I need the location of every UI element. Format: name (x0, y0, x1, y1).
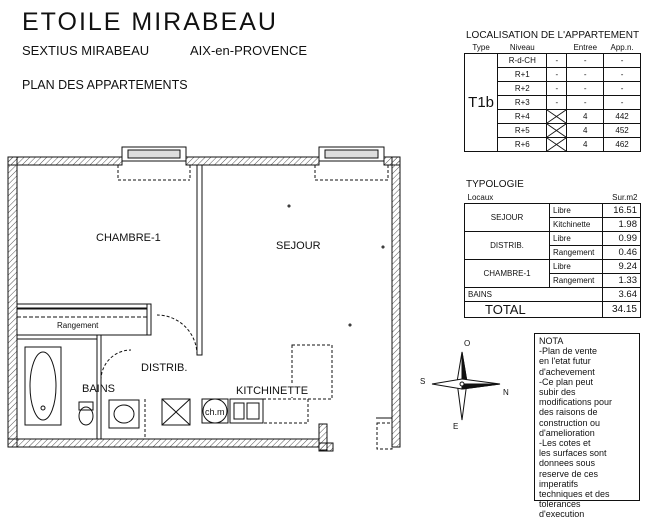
loc-flag: - (547, 96, 567, 110)
loc-app: 452 (604, 124, 641, 138)
loc-app: 442 (604, 110, 641, 124)
typo-sub-label: Kitchinette (550, 218, 603, 232)
loc-niveau: R+1 (498, 68, 547, 82)
typo-total-label: TOTAL (465, 302, 603, 318)
label-kitchinette: KITCHINETTE (236, 385, 309, 397)
label-bains: BAINS (82, 383, 116, 395)
typo-total-value: 34.15 (603, 302, 641, 318)
typo-value: 0.99 (603, 232, 641, 246)
note-box (534, 333, 640, 520)
loc-app: - (604, 82, 641, 96)
loc-niveau: R+2 (498, 82, 547, 96)
typo-room-sejour: SEJOUR (465, 204, 550, 232)
loc-entree: 4 (567, 124, 604, 138)
typo-value: 1.98 (603, 218, 641, 232)
loc-app: - (604, 96, 641, 110)
plan-heading: PLAN DES APPARTEMENTS (22, 78, 188, 92)
compass-e: E (453, 422, 459, 431)
compass-n: N (503, 388, 509, 397)
typo-header-surface: Sur.m2 (603, 192, 641, 204)
loc-niveau: R+5 (498, 124, 547, 138)
loc-entree: 4 (567, 138, 604, 152)
typo-value: 9.24 (603, 260, 641, 274)
typo-value: 3.64 (603, 288, 641, 302)
typo-sub-label: Rangement (550, 274, 603, 288)
project-subtitle-left: SEXTIUS MIRABEAU (22, 43, 150, 58)
typologie-title: TYPOLOGIE (466, 179, 524, 190)
loc-app: - (604, 54, 641, 68)
localisation-title: LOCALISATION DE L'APPARTEMENT (466, 30, 640, 41)
typo-value: 16.51 (603, 204, 641, 218)
bath-sink (109, 400, 139, 428)
loc-type-cell: T1b (465, 54, 498, 152)
compass-rose (432, 352, 500, 420)
typo-sub-label: Libre (550, 232, 603, 246)
loc-niveau: R+3 (498, 96, 547, 110)
loc-header-entree: Entree (567, 42, 604, 54)
note-body: -Plan de vente en l'etat futur d'achevement -Ce plan peut subir des modifications pour des raisons de construction ou d'amelioration -Les cotes et les surfaces sont donnees sous reserve de ces imperatifs techniques et des tolerances d'execution (539, 346, 613, 520)
loc-flag: - (547, 68, 567, 82)
loc-entree: - (567, 82, 604, 96)
loc-app: 462 (604, 138, 641, 152)
typo-value: 0.46 (603, 246, 641, 260)
project-title: ETOILE MIRABEAU (22, 8, 278, 36)
loc-header-niveau: Niveau (498, 42, 547, 54)
typo-room-distrib: DISTRIB. (465, 232, 550, 260)
loc-niveau: R+6 (498, 138, 547, 152)
loc-app: - (604, 68, 641, 82)
project-subtitle-right: AIX-en-PROVENCE (190, 43, 308, 58)
typo-header-locaux: Locaux (465, 192, 603, 204)
loc-niveau: R+4 (498, 110, 547, 124)
toilet (79, 402, 93, 425)
typo-value: 1.33 (603, 274, 641, 288)
typo-room-bains: BAINS (465, 288, 603, 302)
typo-sub-label: Rangement (550, 246, 603, 260)
typo-sub-label: Libre (550, 260, 603, 274)
loc-entree: - (567, 54, 604, 68)
loc-entree: - (567, 68, 604, 82)
loc-flag (547, 110, 567, 124)
loc-header-app: App.n. (604, 42, 641, 54)
label-chm: ch.m (205, 407, 225, 417)
bathtub (25, 347, 61, 425)
cross-mark-icon (547, 110, 566, 123)
loc-entree: 4 (567, 110, 604, 124)
interior-walls (17, 165, 202, 439)
loc-flag (547, 124, 567, 138)
cross-mark-icon (547, 124, 566, 137)
label-sejour: SEJOUR (276, 240, 321, 252)
loc-flag: - (547, 54, 567, 68)
typo-room-chambre: CHAMBRE-1 (465, 260, 550, 288)
loc-flag: - (547, 82, 567, 96)
label-rangement: Rangement (57, 321, 99, 330)
loc-niveau: R-d-CH (498, 54, 547, 68)
cross-mark-icon (547, 138, 566, 151)
compass-o: O (464, 339, 471, 348)
note-title: NOTA (539, 336, 564, 346)
typo-sub-label: Libre (550, 204, 603, 218)
compass-s: S (420, 377, 426, 386)
loc-flag (547, 138, 567, 152)
loc-entree: - (567, 96, 604, 110)
label-chambre: CHAMBRE-1 (96, 232, 161, 244)
label-distrib: DISTRIB. (141, 362, 188, 374)
loc-header-type: Type (465, 42, 498, 54)
